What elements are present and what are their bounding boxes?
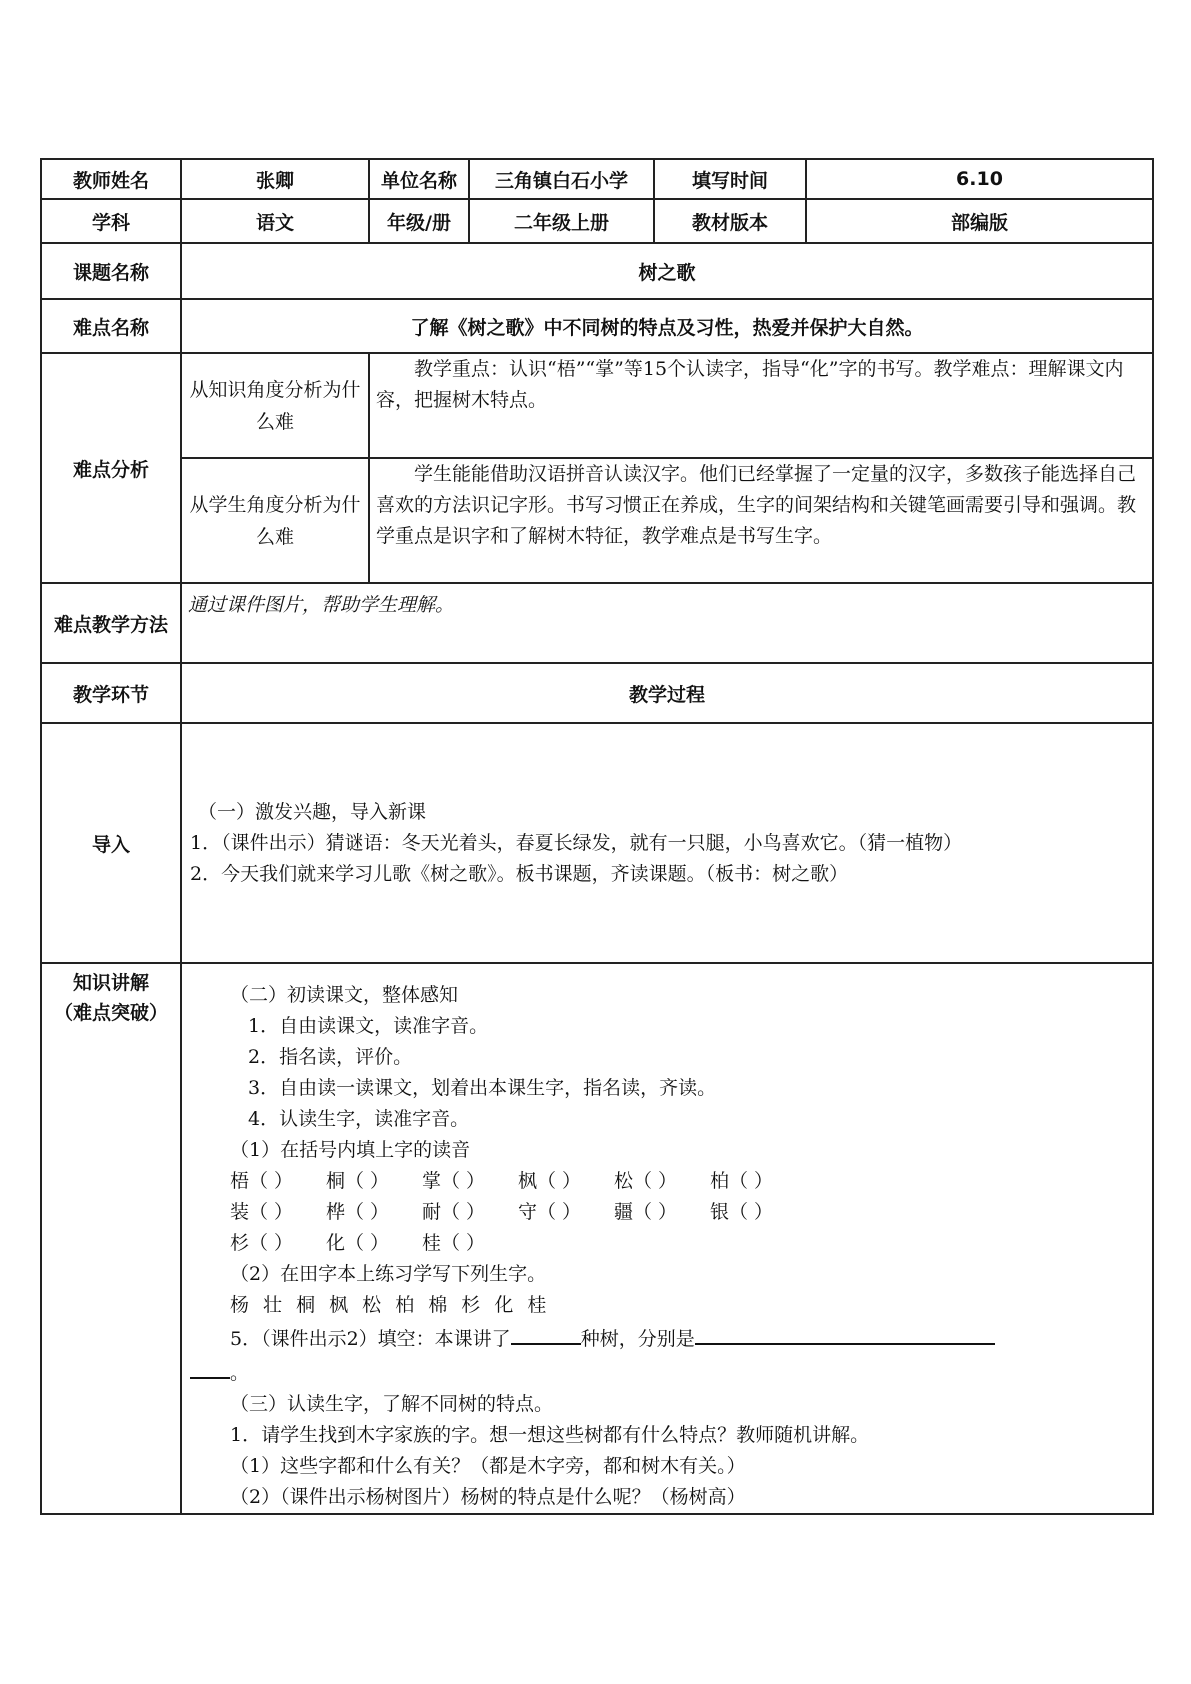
fill-in-line	[190, 1321, 1144, 1355]
intro-content	[181, 723, 1153, 963]
intro-line-1: （一）激发兴趣，导入新课	[198, 800, 427, 823]
char-item: 枫（ ）	[518, 1170, 582, 1192]
lesson-plan-page	[40, 158, 1152, 1515]
student-angle-label: 从学生角度分析为什么难	[181, 458, 369, 583]
char-item: 柏（ ）	[710, 1170, 774, 1192]
char-item: 银（ ）	[710, 1201, 774, 1223]
section-3-title: （三）认读生字，了解不同树的特点。	[230, 1393, 554, 1415]
intro-line-2: 1．（课件出示）猜谜语：冬天光着头，春夏长绿发，就有一只腿，小鸟喜欢它。（猜一植物）	[190, 831, 963, 854]
grade-label: 年级/册	[369, 199, 469, 243]
intro-row	[41, 723, 1153, 963]
section-2-item-1: 1．自由读课文，读准字音。	[248, 1015, 489, 1037]
header-row-2	[41, 199, 1153, 243]
char-row-3	[190, 1228, 1144, 1259]
analysis-knowledge-row	[41, 353, 1153, 458]
header-row-1	[41, 159, 1153, 199]
difficulty-row	[41, 299, 1153, 353]
subject-value: 语文	[181, 199, 369, 243]
method-text: 通过课件图片，帮助学生理解。	[181, 583, 1153, 663]
section-3-question-1: （1）这些字都和什么有关？（都是木字旁，都和树木有关。）	[230, 1455, 746, 1477]
intro-line-3: 2．今天我们就来学习儿歌《树之歌》。板书课题，齐读课题。（板书：树之歌）	[190, 862, 849, 885]
char-item: 掌（ ）	[422, 1170, 486, 1192]
stage-label: 教学环节	[41, 663, 181, 723]
difficulty-value: 了解《树之歌》中不同树的特点及习性，热爱并保护大自然。	[181, 299, 1153, 353]
char-item: 耐（ ）	[422, 1201, 486, 1223]
char-item: 梧（ ）	[230, 1170, 294, 1192]
sub-task-2: （2）在田字本上练习学写下列生字。	[230, 1263, 547, 1285]
method-label: 难点教学方法	[41, 583, 181, 663]
date-label: 填写时间	[654, 159, 806, 199]
write-chars: 杨 壮 桐 枫 松 柏 棉 杉 化 桂	[230, 1294, 551, 1316]
section-2-item-3: 3．自由读一读课文，划着出本课生字，指名读，齐读。	[248, 1077, 717, 1099]
fill-text-a: 5．（课件出示2）填空：本课讲了	[230, 1328, 511, 1350]
section-3-item-1: 1．请学生找到木字家族的字。想一想这些树都有什么特点？教师随机讲解。	[230, 1424, 870, 1446]
char-item: 守（ ）	[518, 1201, 582, 1223]
char-item: 化（ ）	[326, 1232, 390, 1254]
char-item: 桐（ ）	[326, 1170, 390, 1192]
section-2-title: （二）初读课文，整体感知	[230, 984, 459, 1006]
intro-label: 导入	[41, 723, 181, 963]
char-item: 杉（ ）	[230, 1232, 294, 1254]
lesson-title-row	[41, 243, 1153, 299]
lesson-title-value: 树之歌	[181, 243, 1153, 299]
char-item: 装（ ）	[230, 1201, 294, 1223]
fill-blank-count	[511, 1321, 581, 1345]
knowledge-label-line2: （难点突破）	[53, 1002, 168, 1024]
char-item: 桦（ ）	[326, 1201, 390, 1223]
unit-label: 单位名称	[369, 159, 469, 199]
knowledge-row	[41, 963, 1153, 1514]
char-item: 桂（ ）	[422, 1232, 486, 1254]
char-item: 松（ ）	[614, 1170, 678, 1192]
knowledge-angle-label: 从知识角度分析为什么难	[181, 353, 369, 458]
section-2-item-4: 4．认读生字，读准字音。	[248, 1108, 470, 1130]
subject-label: 学科	[41, 199, 181, 243]
lesson-title-label: 课题名称	[41, 243, 181, 299]
process-label: 教学过程	[181, 663, 1153, 723]
fill-blank-names	[695, 1321, 995, 1345]
analysis-student-row	[41, 458, 1153, 583]
fill-text-b: 种树，分别是	[580, 1328, 695, 1350]
grade-value: 二年级上册	[469, 199, 654, 243]
sub-task-1: （1）在括号内填上字的读音	[230, 1139, 471, 1161]
knowledge-content	[181, 963, 1153, 1514]
section-3-question-2: （2）（课件出示杨树图片）杨树的特点是什么呢？（杨树高）	[230, 1486, 746, 1508]
fill-end-mark: 。	[230, 1362, 250, 1384]
unit-value: 三角镇白石小学	[469, 159, 654, 199]
process-header-row	[41, 663, 1153, 723]
char-item: 疆（ ）	[614, 1201, 678, 1223]
char-row-1	[190, 1166, 1144, 1197]
char-row-2	[190, 1197, 1144, 1228]
knowledge-angle-text: 教学重点：认识“梧”“掌”等15个认读字，指导“化”字的书写。教学难点：理解课文内容，把握树木特点。	[369, 353, 1153, 458]
knowledge-label-line1: 知识讲解	[72, 972, 149, 994]
knowledge-label	[41, 963, 181, 1514]
edition-label: 教材版本	[654, 199, 806, 243]
teacher-label: 教师姓名	[41, 159, 181, 199]
fill-in-end	[190, 1355, 1144, 1389]
edition-value: 部编版	[806, 199, 1153, 243]
date-value: 6.10	[806, 159, 1153, 199]
analysis-label: 难点分析	[41, 353, 181, 583]
teacher-value: 张卿	[181, 159, 369, 199]
method-row	[41, 583, 1153, 663]
difficulty-label: 难点名称	[41, 299, 181, 353]
section-2-item-2: 2．指名读，评价。	[248, 1046, 413, 1068]
lesson-plan-table	[40, 158, 1154, 1515]
fill-blank-names-cont	[190, 1355, 230, 1379]
student-angle-text: 学生能能借助汉语拼音认读汉字。他们已经掌握了一定量的汉字，多数孩子能选择自己喜欢的方法识记字形。书写习惯正在养成，生字的间架结构和关键笔画需要引导和强调。教学重点是识字和了解树木特征，教学难点是书写生字。	[369, 458, 1153, 583]
